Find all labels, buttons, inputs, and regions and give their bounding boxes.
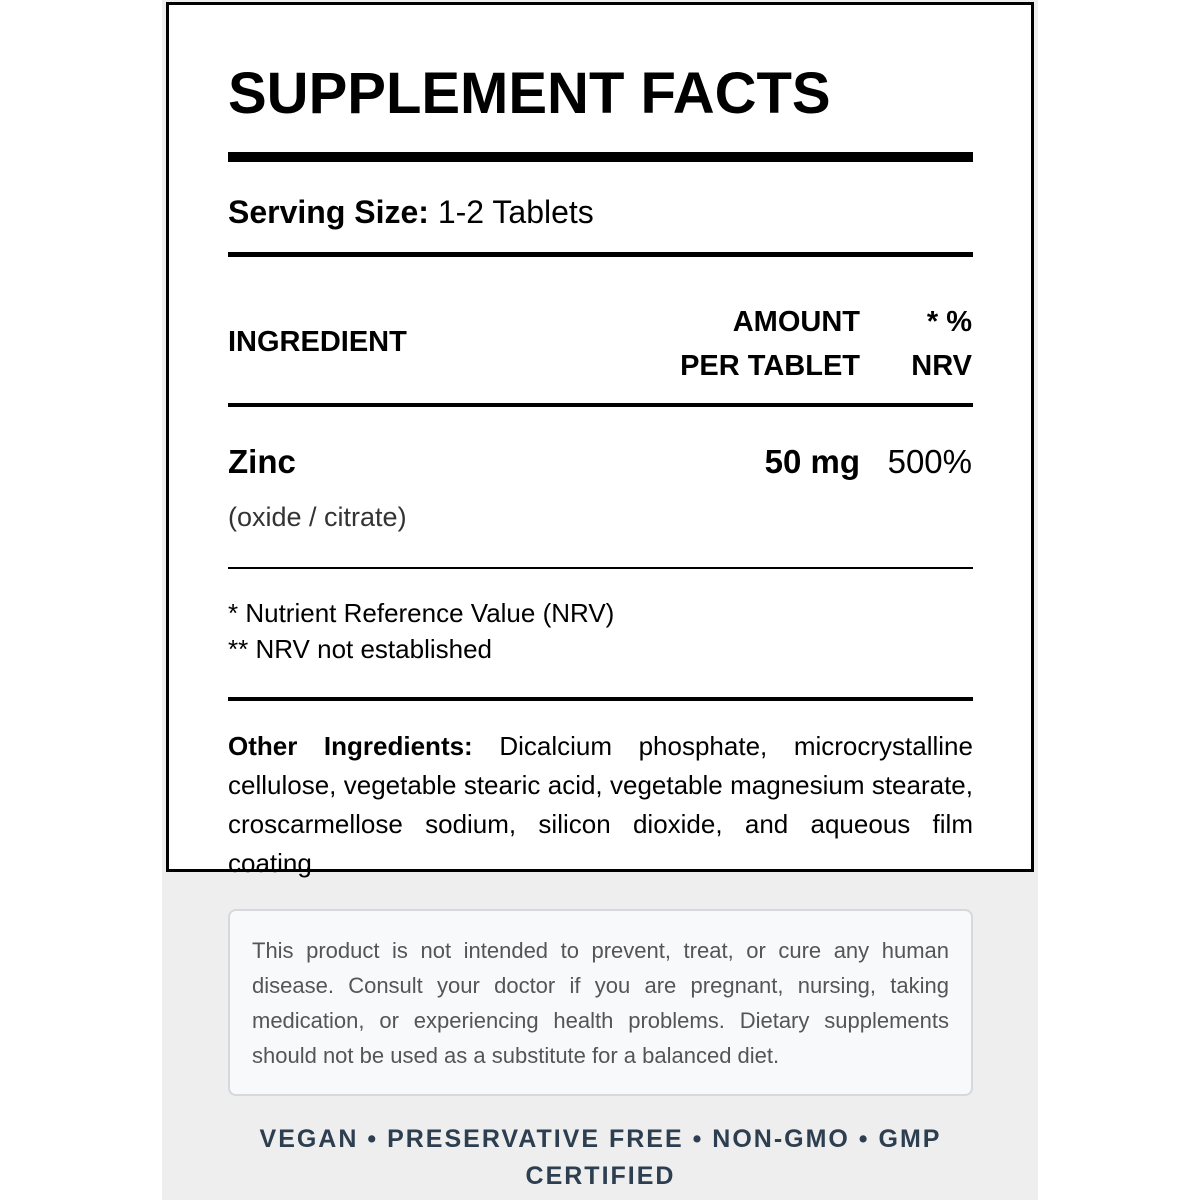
column-header-ingredient: INGREDIENT	[228, 326, 407, 358]
serving-size	[228, 193, 594, 231]
column-header-nrv	[911, 300, 972, 388]
footnote-nrv: * Nutrient Reference Value (NRV)	[228, 598, 615, 628]
ingredient-name: Zinc	[228, 443, 296, 480]
row-divider	[228, 567, 973, 569]
other-ingredients-value: Dicalcium phosphate, microcrystalline cellulose, vegetable stearic acid, vegetable magnesium stearate, croscarmellose sodium, silicon dioxide, and aqueous film coating.	[228, 731, 973, 878]
header-divider	[228, 403, 973, 407]
ingredient-form: (oxide / citrate)	[228, 502, 407, 532]
certification-badges: VEGAN • PRESERVATIVE FREE • NON-GMO • GMP CERTIFIED	[259, 1125, 942, 1190]
other-ingredients-label: Other Ingredients:	[228, 731, 473, 761]
disclaimer-box: This product is not intended to prevent, treat, or cure any human disease. Consult your doctor if you are pregnant, nursing, taking medication, or experiencing health problems. Dietary supplements should not be used as a substitute for a balanced diet.	[228, 909, 973, 1096]
ingredient-amount: 50 mg	[764, 443, 860, 480]
column-header-nrv-line1: * %	[926, 306, 972, 338]
footnote-divider	[228, 697, 973, 701]
ingredient-nrv: 500%	[887, 443, 972, 480]
title-divider	[228, 152, 973, 162]
serving-size-label: Serving Size:	[228, 194, 429, 230]
column-header-amount	[680, 300, 860, 388]
footnote-not-established: ** NRV not established	[228, 634, 493, 664]
serving-divider	[228, 252, 973, 257]
column-header-amount-line1: AMOUNT	[732, 306, 860, 338]
column-header-nrv-line2: NRV	[911, 350, 972, 382]
column-header-amount-line2: PER TABLET	[680, 350, 860, 382]
panel-title: SUPPLEMENT FACTS	[228, 61, 831, 126]
other-ingredients	[228, 727, 973, 883]
serving-size-value: 1-2 Tablets	[437, 194, 594, 230]
